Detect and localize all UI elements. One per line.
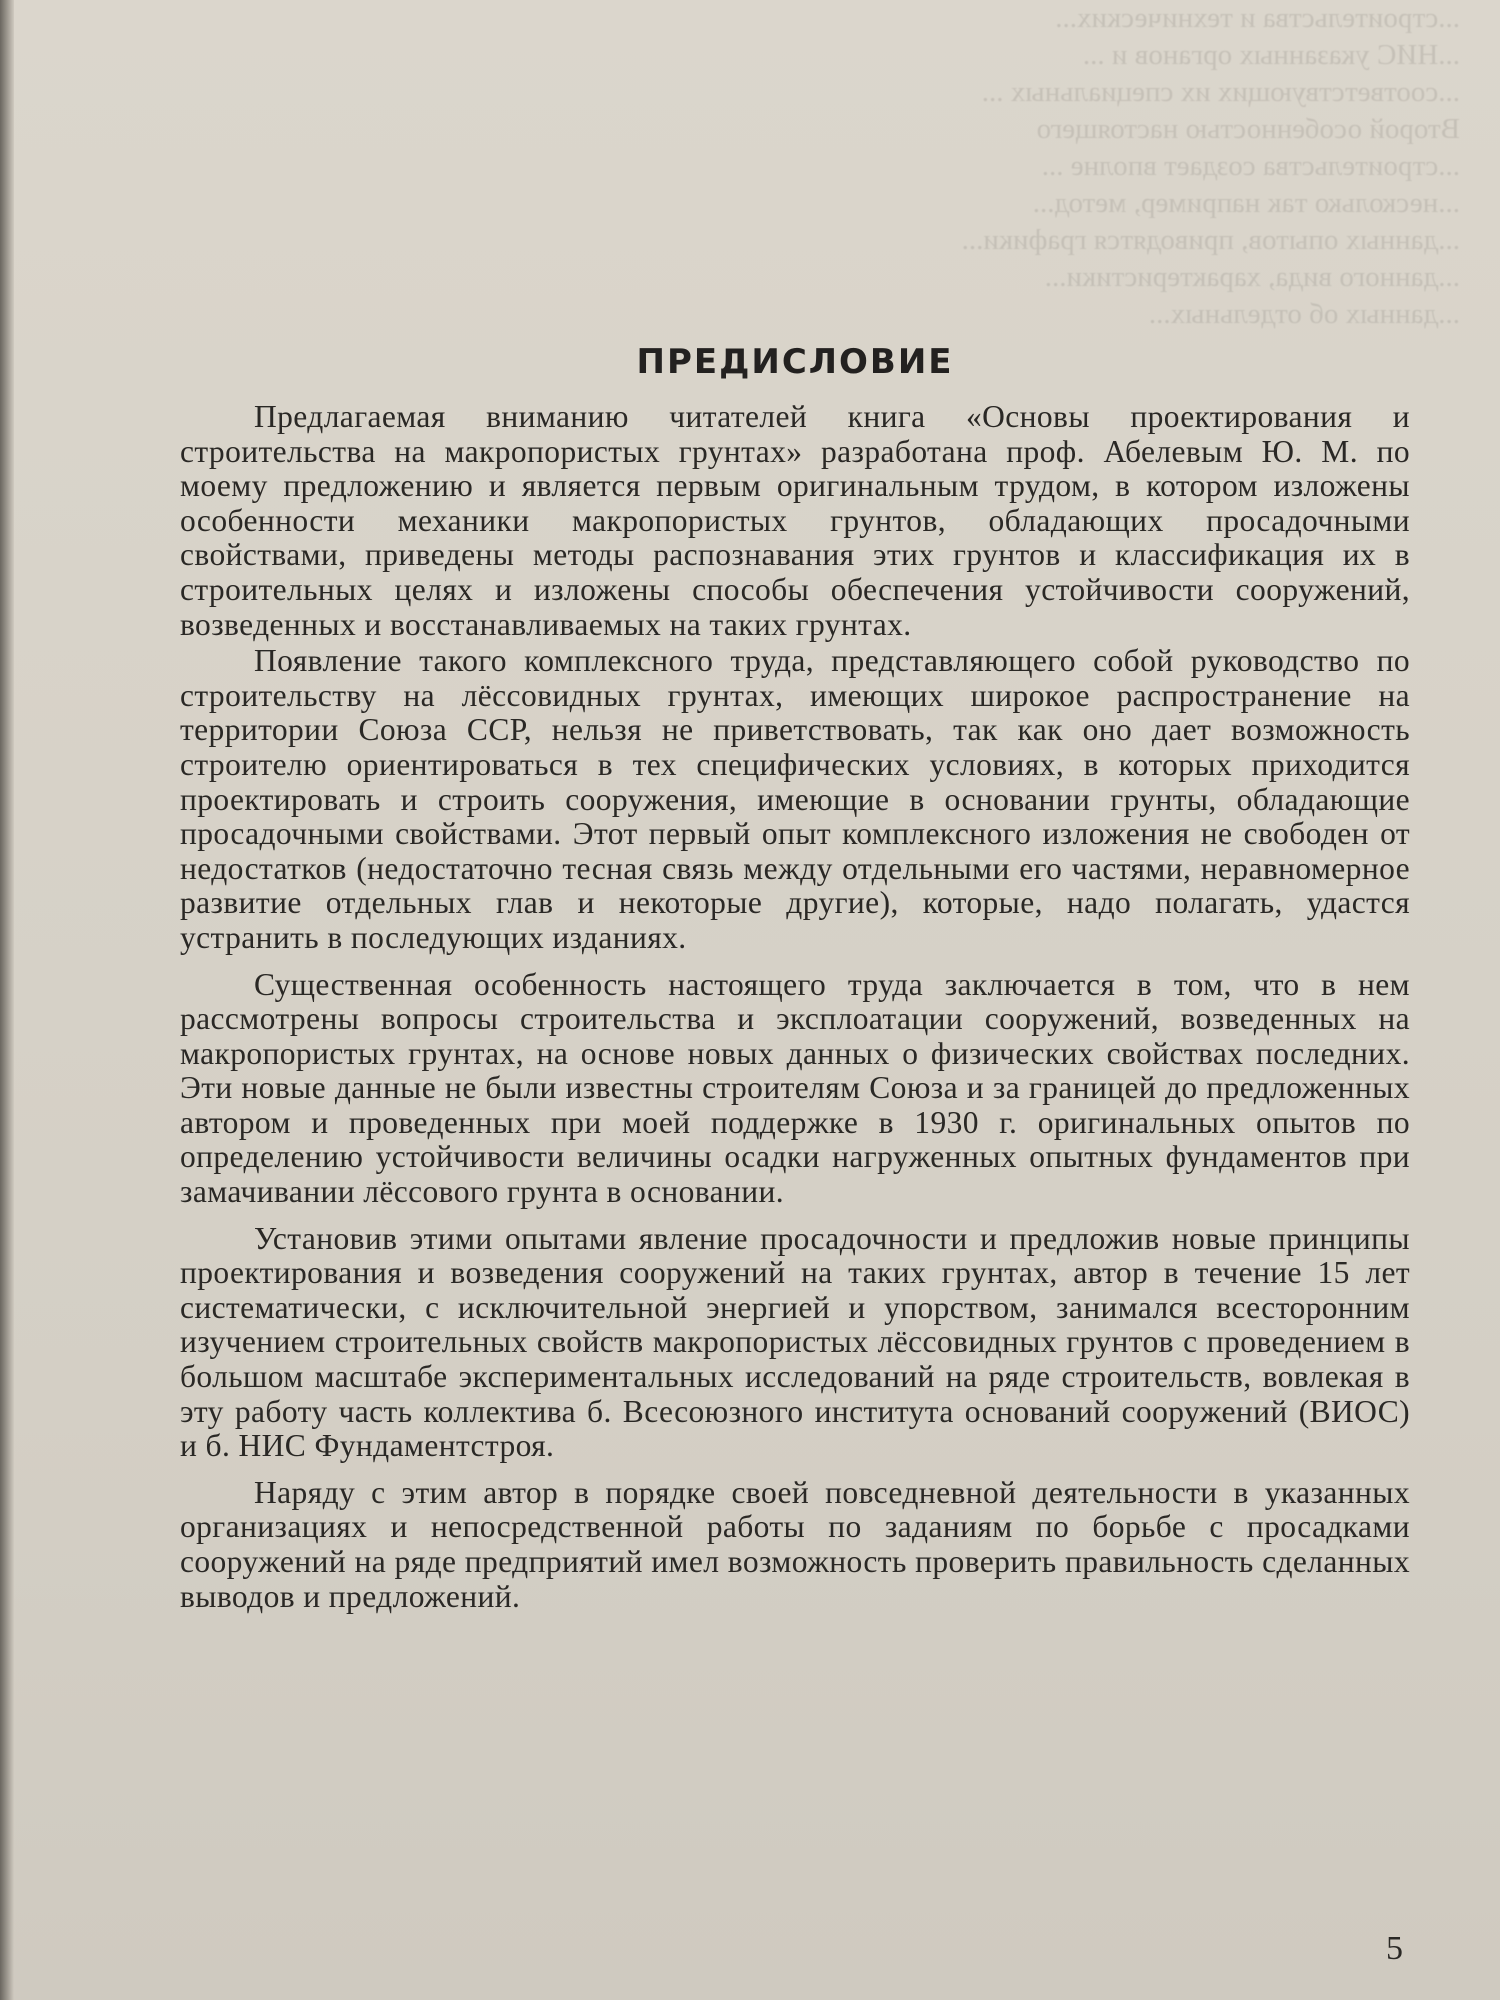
bleed-line: ...строительства и технических... <box>1055 2 1460 34</box>
paragraph-3: Существенная особенность настоящего труда заключается в том, что в нем рассмотрены вопросы строительства и эксплоатации сооружений, возведенных на макропористых грунтах, на основе новых данных о физических свойствах последних. Эти новые данные не были известны строителям Союза и за границей до предложенных автором и проведенных при моей поддержке в 1930 г. оригинальных опытов по определению устойчивости величины осадки нагруженных опытных фундаментов при замачивании лёссового грунта в основании. <box>180 966 1410 1210</box>
paragraph-5: Наряду с этим автор в порядке своей повседневной деятельности в указанных организациях и непосредственной работы по заданиям по борьбе с просадками сооружений на ряде предприятий имел возможность проверить правильность сделанных выводов и предложений. <box>180 1474 1410 1614</box>
paragraph-2: Появление такого комплексного труда, представляющего собой руководство по строительству на лёссовидных грунтах, имеющих широкое распространение на территории Союза ССР, нельзя не приветствовать, так как оно дает возможность строителю ориентироваться в тех специфических условиях, в которых приходится проектировать и строить сооружения, имеющие в основании грунты, обладающие просадочными свойствами. Этот первый опыт комплексного изложения не свободен от недостатков (недостаточно тесная связь между отдельными его частями, неравномерное развитие отдельных глав и некоторые другие), которые, надо полагать, удастся устранить в последующих изданиях. <box>180 643 1410 955</box>
paragraph-4: Установив этими опытами явление просадочности и предложив новые принципы проектирования и возведения сооружений на таких грунтах, автор в течение 15 лет систематически, с исключительной энергией и упорством, занимался всесторонним изучением строительных свойств макропористых лёссовидных грунтов с проведением в большом масштабе экспериментальных исследований на ряде строительств, вовлекая в эту работу часть коллектива б. Всесоюзного института оснований сооружений (ВИОС) и б. НИС Фундаментстроя. <box>180 1220 1410 1464</box>
bleed-line: ...НИС указанных органов и ... <box>1082 39 1460 71</box>
page-number: 5 <box>1386 1930 1403 1967</box>
page-content <box>180 330 1410 1614</box>
bleed-line: ...соответствующих их специальных ... <box>981 76 1460 108</box>
bleed-line: ...данного вида, характеристики... <box>1044 261 1460 293</box>
page-title: ПРЕДИСЛОВИЕ <box>636 342 954 382</box>
page-binding-edge <box>0 0 14 2000</box>
bleed-line: ...данных опытов, приводятся графики... <box>961 224 1460 256</box>
bleed-line: ...несколько так например, метод... <box>1032 187 1460 219</box>
bleed-line: ...данных об отдельных... <box>1148 298 1460 330</box>
bleed-line: ...строительства создает вполне ... <box>1041 150 1460 182</box>
bleed-line: Второй особенностью настоящего <box>1036 113 1460 145</box>
paragraph-1: Предлагаемая вниманию читателей книга «Основы проектирования и строительства на макропористых грунтах» разработана проф. Абелевым Ю. М. по моему предложению и является первым оригинальным трудом, в котором изложены особенности механики макропористых грунтов, обладающих просадочными свойствами, приведены методы распознавания этих грунтов и классификация их в строительных целях и изложены способы обеспечения устойчивости сооружений, возведенных и восстанавливаемых на таких грунтах. <box>180 399 1410 642</box>
